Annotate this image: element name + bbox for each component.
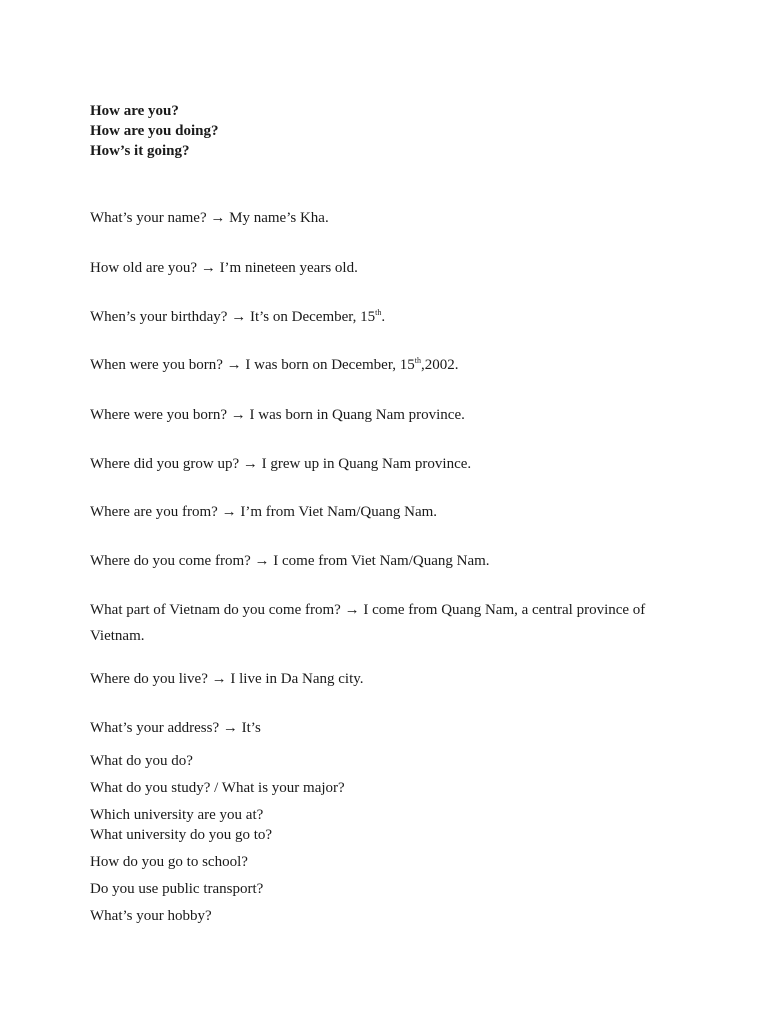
answer-text: [245, 357, 458, 373]
question-line: What’s your hobby?: [90, 908, 212, 924]
answer-end: ,2002.: [420, 357, 459, 373]
answer-main: I was born on December, 15: [245, 357, 415, 373]
qa-line: [90, 356, 458, 374]
ordinal-suffix: th: [375, 308, 382, 317]
greeting-line: How are you?: [90, 103, 179, 119]
question-text: What part of Vietnam do you come from?: [90, 602, 341, 618]
arrow-icon: →: [344, 602, 360, 618]
question-line: Do you use public transport?: [90, 881, 264, 897]
answer-text: [250, 309, 385, 325]
arrow-icon: →: [231, 309, 247, 325]
qa-line: [90, 308, 385, 326]
answer-text: It’s: [241, 720, 261, 736]
question-line: What university do you go to?: [90, 827, 273, 843]
question-line: How do you go to school?: [90, 854, 248, 870]
arrow-icon: →: [210, 210, 226, 226]
greeting-line: How are you doing?: [90, 123, 219, 139]
question-line: What do you study? / What is your major?: [90, 780, 345, 796]
question-line: Which university are you at?: [90, 807, 264, 823]
ordinal-suffix: th: [414, 356, 421, 365]
question-text: What’s your address?: [90, 720, 220, 736]
arrow-icon: →: [242, 456, 258, 472]
qa-line: [90, 552, 490, 570]
qa-line: [90, 455, 471, 473]
arrow-icon: →: [221, 504, 237, 520]
question-text: Where did you grow up?: [90, 456, 240, 472]
arrow-icon: →: [222, 720, 238, 736]
question-line: What do you do?: [90, 753, 193, 769]
qa-line: [90, 259, 358, 277]
question-text: What’s your name?: [90, 210, 207, 226]
question-text: How old are you?: [90, 260, 198, 276]
question-text: When were you born?: [90, 357, 223, 373]
qa-line: [90, 406, 465, 424]
arrow-icon: →: [211, 671, 227, 687]
arrow-icon: →: [254, 553, 270, 569]
qa-line: [90, 719, 261, 737]
answer-text: I was born in Quang Nam province.: [249, 407, 465, 423]
question-text: Where do you live?: [90, 671, 208, 687]
answer-end: .: [381, 309, 386, 325]
arrow-icon: →: [200, 260, 216, 276]
answer-text: I’m from Viet Nam/Quang Nam.: [240, 504, 438, 520]
arrow-icon: →: [230, 407, 246, 423]
greeting-line: How’s it going?: [90, 143, 190, 159]
answer-text: I grew up in Quang Nam province.: [261, 456, 472, 472]
answer-main: It’s on December, 15: [249, 309, 376, 325]
question-text: Where do you come from?: [90, 553, 251, 569]
qa-line: [90, 209, 329, 227]
answer-text: I come from Quang Nam, a central province of Vietnam.: [90, 602, 646, 644]
question-text: Where are you from?: [90, 504, 218, 520]
arrow-icon: →: [226, 357, 242, 373]
qa-line: [90, 597, 650, 649]
answer-text: My name’s Kha.: [229, 210, 329, 226]
qa-line: [90, 670, 364, 688]
answer-text: I come from Viet Nam/Quang Nam.: [273, 553, 490, 569]
qa-line: [90, 503, 437, 521]
answer-text: I’m nineteen years old.: [219, 260, 358, 276]
question-text: When’s your birthday?: [90, 309, 228, 325]
question-text: Where were you born?: [90, 407, 228, 423]
answer-text: I live in Da Nang city.: [230, 671, 364, 687]
